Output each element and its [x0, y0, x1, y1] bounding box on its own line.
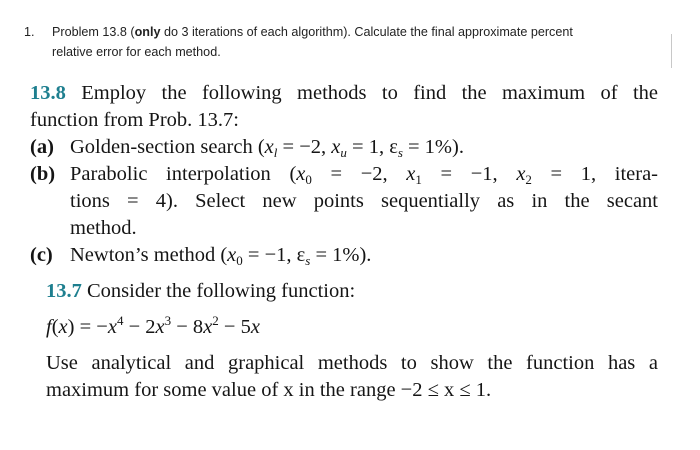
part-b-cont-2: method. [70, 217, 137, 239]
problem-13-7-closing-2: maximum for some value of x in the range −2 ≤ x ≤ 1. [46, 379, 492, 401]
textbook-excerpt [30, 80, 658, 404]
problem-13-8-intro: 13.8 Employ the following methods to find the maximum of the [30, 82, 658, 104]
part-label: (a) [30, 136, 54, 158]
part-b-cont: tions = 4). Select new points sequentially as in the secant [70, 190, 658, 212]
problem-13-8-intro-cont: function from Prob. 13.7: [30, 109, 239, 131]
emphasis-only: only [134, 25, 161, 39]
item-number: 1. [24, 25, 35, 39]
part-c: (c) Newton’s method ($x_0 = -1$, $\varepsilon_s = 1\%$). [30, 244, 372, 268]
part-a: (a) Golden-section search ($x_l = -2$, $x_u = 1$, $\varepsilon_s = 1\%$). [30, 136, 464, 160]
part-b: (b) Parabolic interpolation ($x_0 = -2$, $x_1 = -1$, $x_2 = 1$, itera- [30, 163, 659, 187]
problem-number: 13.7 [46, 280, 82, 302]
problem-13-7-intro: 13.7 Consider the following function: [46, 280, 356, 302]
part-b-text: Parabolic interpolation [70, 163, 271, 185]
scroll-divider [671, 34, 672, 68]
part-label: (c) [30, 244, 53, 266]
part-c-text: Newton’s method [70, 244, 216, 266]
instruction-line-2: relative error for each method. [52, 45, 221, 59]
function-equation: $f(x) = -x^4 - 2x^3 - 8x^2 - 5x$ [46, 313, 260, 338]
instruction-line-1: 1. Problem 13.8 (only do 3 iterations of each algorithm). Calculate the final approximate percent [24, 22, 664, 42]
assignment-instruction [24, 22, 664, 62]
problem-13-7-closing: Use analytical and graphical methods to show the function has a [46, 352, 658, 374]
problem-number: 13.8 [30, 82, 66, 104]
part-a-text: Golden-section search [70, 136, 253, 158]
part-label: (b) [30, 163, 56, 185]
